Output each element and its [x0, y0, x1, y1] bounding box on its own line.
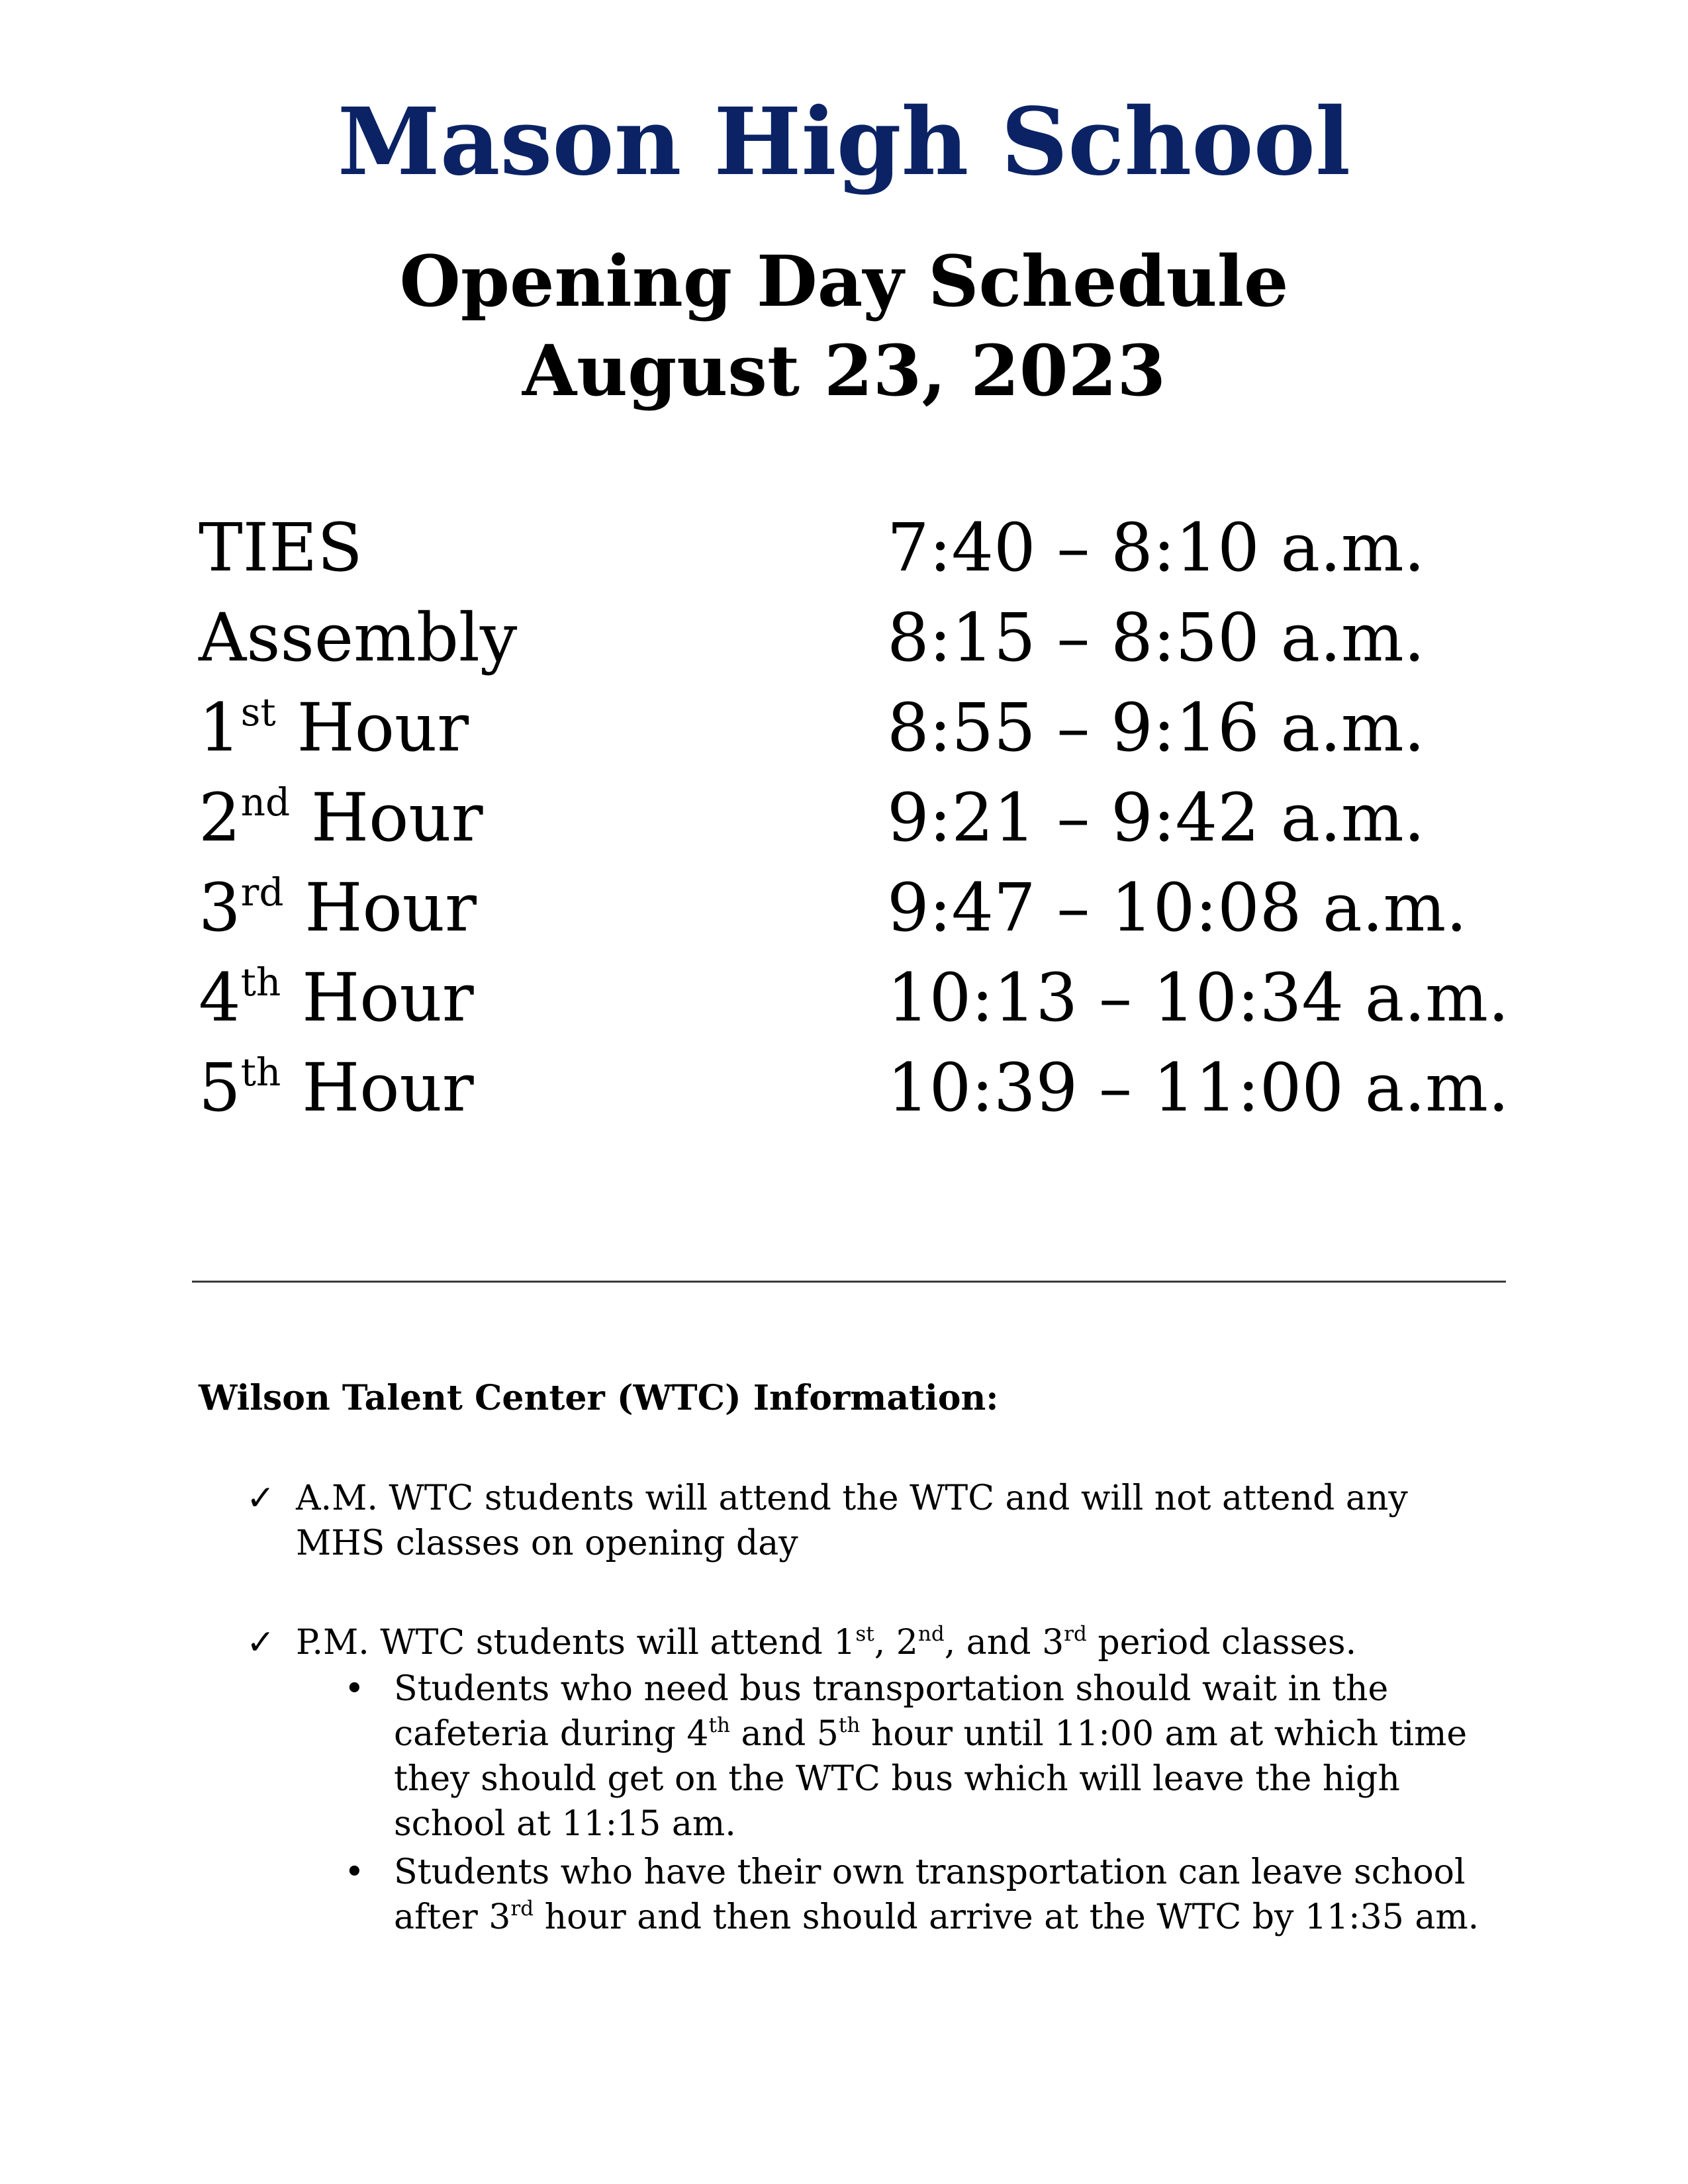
bullet-text: Students who have their own transportation can leave school after 3rd hour and then should arrive at the WTC by 11:35 am.: [394, 1852, 1479, 1937]
check-item-text: A.M. WTC students will attend the WTC and will not attend any MHS classes on opening day: [296, 1479, 1408, 1563]
period-name: 5th Hour: [199, 1049, 474, 1126]
period-time: 9:47 – 10:08 a.m.: [887, 869, 1468, 946]
period-name: 2nd Hour: [199, 779, 483, 856]
horizontal-divider: [192, 1281, 1506, 1283]
schedule-row: [199, 1043, 1523, 1133]
bullet-icon: •: [344, 1669, 365, 1709]
check-item-text: P.M. WTC students will attend 1st, 2nd, and 3rd period classes.: [296, 1622, 1357, 1662]
period-name: 1st Hour: [199, 689, 469, 766]
period-time: 8:55 – 9:16 a.m.: [887, 689, 1425, 766]
schedule-row: [199, 503, 1523, 593]
bullet-icon: •: [344, 1852, 365, 1892]
period-name: TIES: [199, 509, 363, 586]
bullet-text: Students who need bus transportation should wait in the cafeteria during 4th and 5th hour until 11:00 am at which time they should get on the WTC bus which will leave the high school at 11:15 am.: [394, 1669, 1468, 1844]
schedule-title: Opening Day Schedule: [399, 240, 1289, 322]
school-title: Mason High School: [337, 88, 1351, 197]
period-name: 4th Hour: [199, 959, 474, 1036]
schedule-date: August 23, 2023: [522, 329, 1166, 412]
schedule-row: [199, 863, 1523, 953]
period-name: 3rd Hour: [199, 869, 477, 946]
period-name: Assembly: [199, 599, 518, 676]
period-time: 10:13 – 10:34 a.m.: [887, 959, 1509, 1036]
schedule-table: [199, 503, 1523, 1133]
period-time: 7:40 – 8:10 a.m.: [887, 509, 1425, 586]
schedule-row: [199, 593, 1523, 683]
schedule-row: [199, 773, 1523, 863]
wtc-heading: Wilson Talent Center (WTC) Information:: [199, 1378, 999, 1418]
period-time: 8:15 – 8:50 a.m.: [887, 599, 1425, 676]
schedule-row: [199, 683, 1523, 773]
checkmark-icon: ✓: [246, 1479, 275, 1518]
period-time: 10:39 – 11:00 a.m.: [887, 1049, 1509, 1126]
schedule-row: [199, 953, 1523, 1043]
checkmark-icon: ✓: [246, 1623, 275, 1662]
period-time: 9:21 – 9:42 a.m.: [887, 779, 1425, 856]
